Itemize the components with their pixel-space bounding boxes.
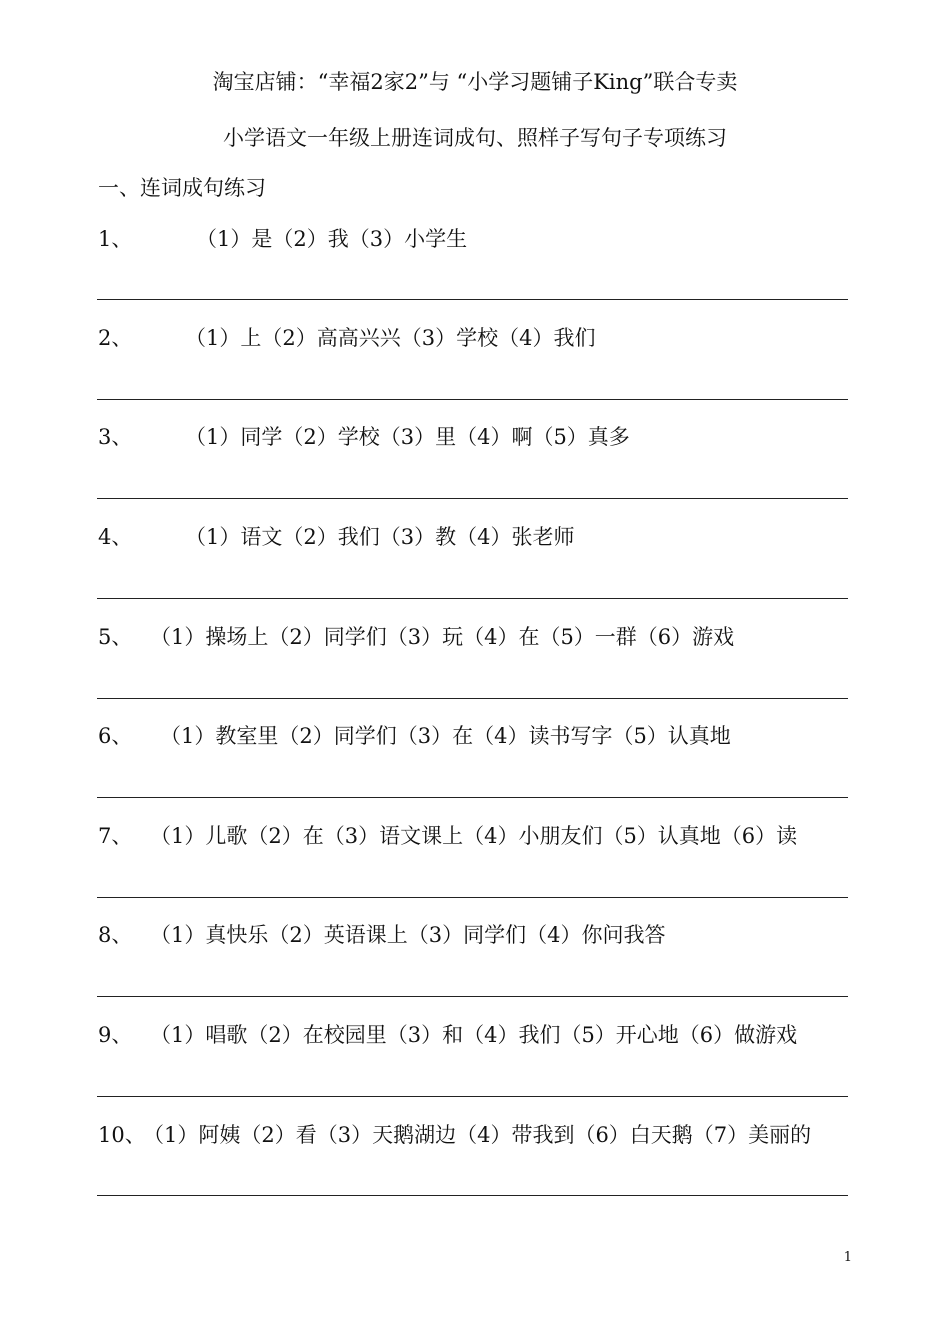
answer-line[interactable] <box>97 498 848 499</box>
exercise-words: （1）同学（2）学校（3）里（4）啊（5）真多 <box>185 425 630 449</box>
exercise-words: （1）儿歌（2）在（3）语文课上（4）小朋友们（5）认真地（6）读 <box>150 824 798 848</box>
answer-line[interactable] <box>97 897 848 898</box>
exercise-words: （1）语文（2）我们（3）教（4）张老师 <box>185 525 575 549</box>
answer-line[interactable] <box>97 1096 848 1097</box>
exercise-number: 6、 <box>98 724 133 748</box>
answer-line[interactable] <box>97 698 848 699</box>
shop-banner: 淘宝店铺：“幸福2家2”与 “小学习题铺子King”联合专卖 <box>212 70 738 94</box>
exercise-words: （1）唱歌（2）在校园里（3）和（4）我们（5）开心地（6）做游戏 <box>150 1023 798 1047</box>
exercise-number: 9、 <box>98 1023 133 1047</box>
exercise-words: （1）真快乐（2）英语课上（3）同学们（4）你问我答 <box>150 923 666 947</box>
exercise-number: 7、 <box>98 824 133 848</box>
exercise-words: （1）是（2）我（3）小学生 <box>196 227 468 251</box>
answer-line[interactable] <box>97 797 848 798</box>
page-number: 1 <box>843 1250 852 1265</box>
exercise-words: （1）操场上（2）同学们（3）玩（4）在（5）一群（6）游戏 <box>150 625 735 649</box>
exercise-words: （1）上（2）高高兴兴（3）学校（4）我们 <box>185 326 596 350</box>
exercise-number: 1、 <box>98 227 133 251</box>
answer-line[interactable] <box>97 299 848 300</box>
answer-line[interactable] <box>97 598 848 599</box>
exercise-number: 4、 <box>98 525 133 549</box>
section-heading: 一、连词成句练习 <box>98 176 266 200</box>
exercise-words: （1）阿姨（2）看（3）天鹅湖边（4）带我到（6）白天鹅（7）美丽的 <box>143 1123 812 1147</box>
exercise-number: 10、 <box>98 1123 146 1147</box>
answer-line[interactable] <box>97 1195 848 1196</box>
answer-line[interactable] <box>97 996 848 997</box>
exercise-number: 3、 <box>98 425 133 449</box>
exercise-number: 5、 <box>98 625 133 649</box>
exercise-number: 8、 <box>98 923 133 947</box>
exercise-number: 2、 <box>98 326 133 350</box>
answer-line[interactable] <box>97 399 848 400</box>
exercise-words: （1）教室里（2）同学们（3）在（4）读书写字（5）认真地 <box>160 724 731 748</box>
page-title: 小学语文一年级上册连词成句、照样子写句子专项练习 <box>223 126 727 150</box>
